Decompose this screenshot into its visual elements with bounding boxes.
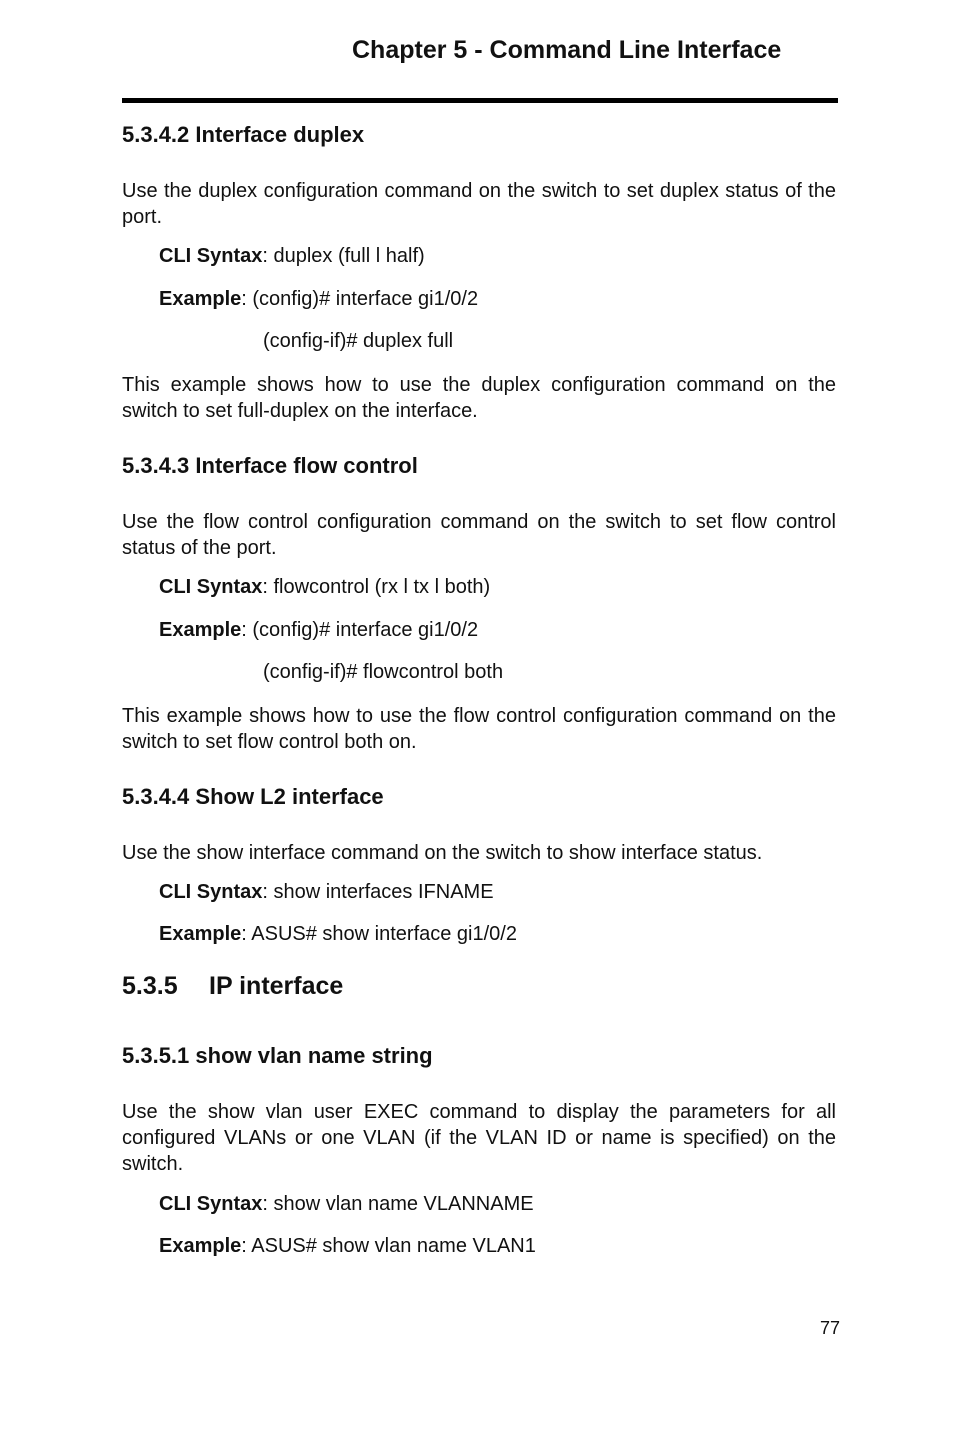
section-title: IP interface: [209, 972, 344, 1000]
page-number: 77: [820, 1318, 841, 1338]
cli-syntax-label: CLI Syntax: [159, 576, 263, 598]
heading-interface-flow-control: 5.3.4.3 Interface flow control: [122, 453, 418, 478]
section-number: 5.3.5: [122, 972, 178, 1000]
flow-control-note: This example shows how to use the flow control configuration command on the switch to set flow control both on.: [122, 705, 836, 753]
example-label: Example: [159, 1235, 242, 1257]
flow-control-cli-syntax-value: : flowcontrol (rx l tx l both): [262, 576, 491, 598]
duplex-cli-syntax-value: : duplex (full l half): [262, 245, 425, 267]
show-l2-example-line1: : ASUS# show interface gi1/0/2: [241, 923, 517, 945]
duplex-description: Use the duplex configuration command on the switch to set duplex status of the port.: [122, 180, 836, 228]
heading-ip-interface: [122, 972, 343, 1001]
example-label: Example: [159, 288, 242, 310]
show-l2-description: Use the show interface command on the switch to show interface status.: [122, 842, 763, 864]
cli-syntax-label: CLI Syntax: [159, 1193, 263, 1215]
flow-control-cli-syntax: [159, 576, 490, 599]
flow-control-description: Use the flow control configuration command on the switch to set flow control status of the port.: [122, 511, 836, 559]
show-l2-cli-syntax: [159, 881, 494, 904]
example-label: Example: [159, 619, 242, 641]
duplex-cli-syntax: [159, 245, 425, 268]
header-rule: [122, 98, 838, 103]
cli-syntax-label: CLI Syntax: [159, 881, 263, 903]
cli-syntax-label: CLI Syntax: [159, 245, 263, 267]
heading-show-l2-interface: 5.3.4.4 Show L2 interface: [122, 784, 384, 809]
show-l2-cli-syntax-value: : show interfaces IFNAME: [262, 881, 494, 903]
flow-control-example-line2: (config-if)# flowcontrol both: [263, 661, 504, 683]
chapter-title: Chapter 5 - Command Line Interface: [352, 36, 782, 64]
duplex-example-line2: (config-if)# duplex full: [263, 330, 454, 352]
show-vlan-cli-syntax-value: : show vlan name VLANNAME: [262, 1193, 534, 1215]
example-label: Example: [159, 923, 242, 945]
show-vlan-cli-syntax: [159, 1193, 534, 1216]
show-vlan-example: [159, 1235, 536, 1258]
flow-control-example-line1: : (config)# interface gi1/0/2: [241, 619, 479, 641]
show-l2-example: [159, 923, 517, 946]
duplex-note: This example shows how to use the duplex configuration command on the switch to set full-duplex on the interface.: [122, 374, 836, 422]
heading-interface-duplex: 5.3.4.2 Interface duplex: [122, 122, 365, 147]
duplex-example: [159, 288, 478, 311]
duplex-example-line1: : (config)# interface gi1/0/2: [241, 288, 479, 310]
heading-show-vlan-name-string: 5.3.5.1 show vlan name string: [122, 1043, 433, 1068]
flow-control-example: [159, 619, 478, 642]
show-vlan-example-line1: : ASUS# show vlan name VLAN1: [241, 1235, 536, 1257]
show-vlan-description: Use the show vlan user EXEC command to display the parameters for all configured VLANs or one VLAN (if the VLAN ID or name is specified) on the switch.: [122, 1101, 836, 1175]
